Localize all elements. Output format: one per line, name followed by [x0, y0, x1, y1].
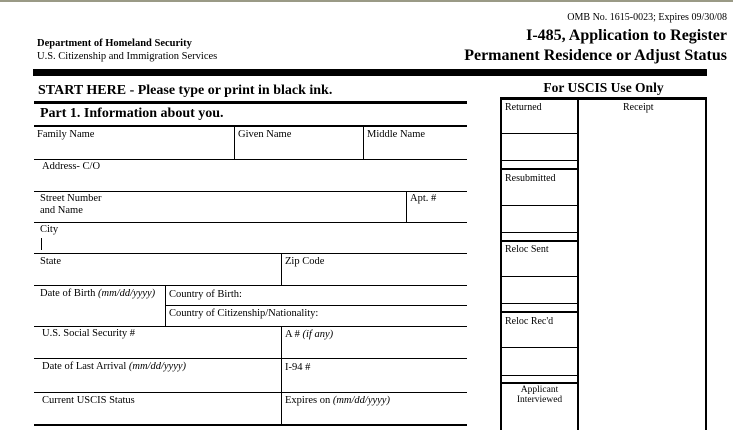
expires-label	[285, 395, 390, 406]
a-number-label-text: A #	[285, 329, 303, 340]
part1-title-rule	[34, 125, 467, 127]
top-border	[0, 0, 733, 2]
form-title-line1: I-485, Application to Register	[526, 27, 727, 44]
resubmitted-line	[502, 205, 577, 206]
applicant-interviewed-line1: Applicant	[520, 385, 559, 395]
part1-divider	[34, 101, 467, 104]
i94-label: I-94 #	[285, 362, 311, 373]
omb-number: OMB No. 1615-0023; Expires 09/30/08	[567, 12, 727, 23]
expires-input[interactable]	[283, 407, 465, 422]
uscis-box-left	[500, 97, 502, 430]
uscis-box-top	[500, 97, 707, 100]
city-label: City	[40, 224, 59, 235]
i94-input[interactable]	[283, 374, 465, 390]
resubmitted-line	[502, 232, 577, 233]
apt-divider	[406, 191, 407, 222]
dob-input[interactable]	[36, 300, 163, 325]
state-zip-divider	[281, 253, 282, 285]
country-citizenship-input[interactable]	[325, 307, 465, 325]
dob-divider	[165, 285, 166, 327]
given-name-input[interactable]	[236, 141, 361, 157]
country-birth-label: Country of Birth:	[169, 289, 242, 300]
row-rule	[34, 222, 467, 223]
street-input[interactable]	[110, 204, 403, 220]
agency-name: Department of Homeland Security	[37, 38, 192, 49]
address-co-input[interactable]	[36, 174, 465, 189]
street-label-line1: Street Number	[40, 193, 102, 204]
name-divider-2	[363, 126, 364, 159]
last-arrival-input[interactable]	[36, 374, 279, 390]
address-co-label: Address- C/O	[42, 161, 101, 172]
part1-title: Part 1. Information about you.	[40, 106, 224, 121]
expires-label-text: Expires on	[285, 395, 333, 406]
reloc-recd-line	[502, 347, 577, 348]
row-rule	[34, 392, 467, 393]
expires-format: (mm/dd/yyyy)	[332, 395, 390, 406]
row-rule	[165, 305, 467, 306]
a-number-input[interactable]	[283, 341, 465, 356]
name-divider-1	[234, 126, 235, 159]
country-citizenship-label: Country of Citizenship/Nationality:	[169, 308, 319, 319]
applicant-interviewed	[502, 385, 577, 405]
receipt-label: Receipt	[623, 102, 654, 113]
reloc-sent-line	[502, 303, 577, 304]
apt-input[interactable]	[408, 206, 465, 220]
dob-format: (mm/dd/yyyy)	[98, 288, 156, 299]
returned-label: Returned	[505, 102, 542, 113]
status-input[interactable]	[36, 407, 279, 422]
section-rule	[502, 168, 577, 170]
state-label: State	[40, 256, 61, 267]
middle-name-label: Middle Name	[367, 129, 426, 140]
section-rule	[502, 382, 577, 384]
resubmitted-label: Resubmitted	[505, 173, 556, 184]
ssn-label: U.S. Social Security #	[42, 328, 136, 339]
a-number-label	[285, 329, 333, 340]
last-arrival-label	[42, 361, 186, 372]
given-name-label: Given Name	[238, 129, 292, 140]
middle-name-input[interactable]	[365, 141, 465, 157]
city-input[interactable]	[36, 236, 465, 252]
last-arrival-format: (mm/dd/yyyy)	[128, 361, 187, 372]
dob-label-text: Date of Birth	[40, 288, 99, 299]
uscis-box-middle	[577, 97, 579, 430]
row-rule	[34, 253, 467, 254]
reloc-sent-label: Reloc Sent	[505, 244, 549, 255]
reloc-recd-label: Reloc Rec'd	[505, 316, 554, 327]
family-name-label: Family Name	[37, 129, 95, 140]
row-rule	[34, 285, 467, 286]
status-label: Current USCIS Status	[42, 395, 135, 406]
country-birth-input[interactable]	[250, 287, 465, 303]
section-rule	[502, 311, 577, 313]
returned-line	[502, 160, 577, 161]
uscis-box-title: For USCIS Use Only	[543, 80, 664, 95]
uscis-box-right	[705, 97, 707, 430]
row-rule	[34, 191, 467, 192]
bottom-rule	[34, 424, 467, 426]
form-title-line2: Permanent Residence or Adjust Status	[464, 47, 727, 64]
instructions: START HERE - Please type or print in black ink.	[38, 83, 333, 98]
header-divider	[33, 69, 707, 76]
row-rule	[34, 358, 467, 359]
street-label-line2: and Name	[40, 205, 83, 216]
returned-line	[502, 133, 577, 134]
zip-label: Zip Code	[285, 256, 325, 267]
dob-label	[40, 288, 155, 299]
state-input[interactable]	[36, 268, 279, 283]
reloc-sent-line	[502, 276, 577, 277]
right-column-divider	[281, 326, 282, 424]
a-number-note: (if any)	[302, 329, 334, 340]
row-rule	[34, 326, 467, 327]
section-rule	[502, 240, 577, 242]
reloc-recd-line	[502, 375, 577, 376]
last-arrival-label-text: Date of Last Arrival	[42, 361, 129, 372]
ssn-input[interactable]	[36, 341, 279, 356]
family-name-input[interactable]	[36, 141, 232, 157]
apt-label: Apt. #	[410, 193, 437, 204]
row-rule	[34, 159, 467, 160]
zip-input[interactable]	[283, 268, 465, 283]
applicant-interviewed-line2: Interviewed	[516, 395, 563, 405]
agency-subname: U.S. Citizenship and Immigration Services	[37, 51, 218, 62]
